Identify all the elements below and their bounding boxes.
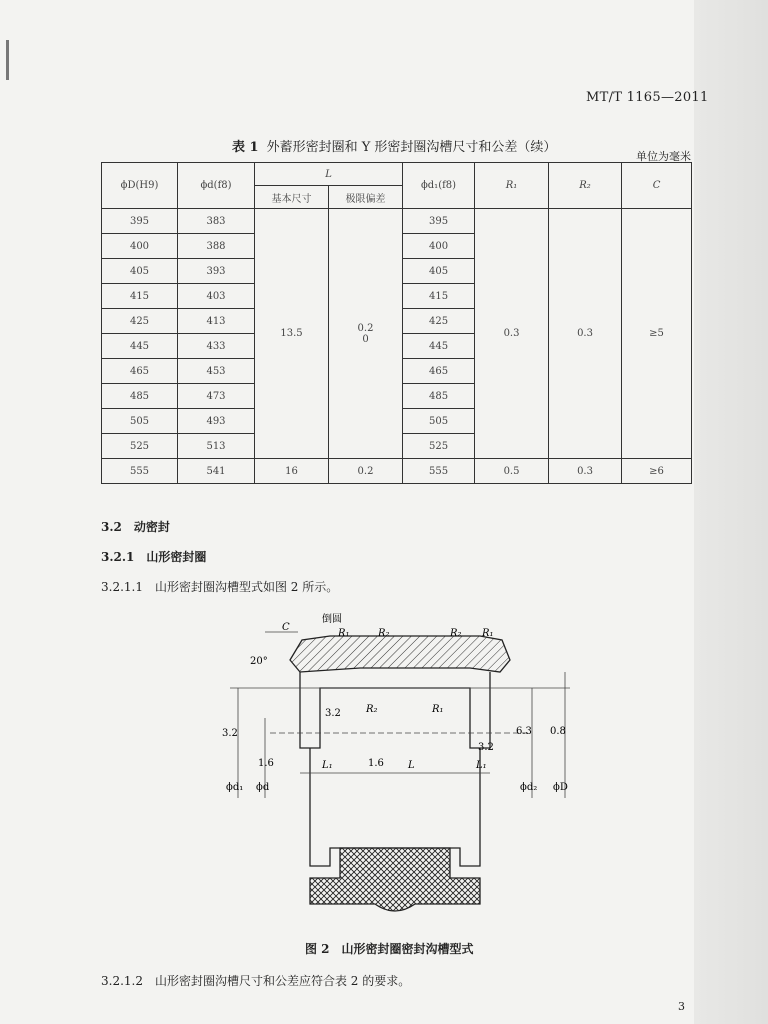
header-D: ϕD(H9) [102, 163, 178, 209]
cell-D: 425 [102, 309, 178, 334]
cell-d: 453 [178, 359, 255, 384]
table-row [102, 209, 692, 234]
paragraph-3-2-1-1: 3.2.1.1 山形密封圈沟槽型式如图 2 所示。 [101, 580, 339, 594]
table-title [232, 136, 556, 155]
cell-D: 465 [102, 359, 178, 384]
cell-C: ≥6 [622, 459, 692, 484]
label-D: ϕD [553, 782, 568, 793]
label-R2-inner: R₂ [366, 704, 378, 715]
roughness-3-2-right: 3.2 [478, 742, 494, 753]
cell-d: 493 [178, 409, 255, 434]
label-d2: ϕd₂ [520, 782, 538, 793]
cell-D: 405 [102, 259, 178, 284]
spec-table [101, 162, 692, 484]
cell-d1: 425 [403, 309, 475, 334]
cell-d: 513 [178, 434, 255, 459]
table-unit: 单位为毫米 [636, 150, 691, 163]
cell-D: 395 [102, 209, 178, 234]
cell-L-tol-group [329, 209, 403, 459]
paragraph-3-2-1-2: 3.2.1.2 山形密封圈沟槽尺寸和公差应符合表 2 的要求。 [101, 974, 411, 988]
cell-L-basic: 16 [255, 459, 329, 484]
header-L-tol: 极限偏差 [329, 186, 403, 209]
cell-d: 433 [178, 334, 255, 359]
label-L: L [408, 760, 415, 771]
cell-d: 383 [178, 209, 255, 234]
cell-R2: 0.3 [549, 459, 622, 484]
label-R1-left: R₁ [338, 628, 350, 639]
cell-d1: 415 [403, 284, 475, 309]
cell-d1: 555 [403, 459, 475, 484]
cell-L-tol: 0.2 [329, 459, 403, 484]
roughness-3-2-left: 3.2 [325, 708, 341, 719]
groove-figure [210, 608, 590, 930]
cell-D: 445 [102, 334, 178, 359]
seal-section [310, 848, 480, 911]
cell-d1: 405 [403, 259, 475, 284]
cell-D: 555 [102, 459, 178, 484]
cell-D: 505 [102, 409, 178, 434]
housing-section [290, 636, 510, 672]
page-number: 3 [678, 1000, 685, 1013]
roughness-1-6-mid: 1.6 [368, 758, 384, 769]
cell-d: 388 [178, 234, 255, 259]
cell-d1: 465 [403, 359, 475, 384]
cell-d1: 525 [403, 434, 475, 459]
label-d1: ϕd₁ [226, 782, 244, 793]
tol-upper: 0.2 [357, 322, 374, 334]
cell-d1: 505 [403, 409, 475, 434]
cell-D: 400 [102, 234, 178, 259]
header-C: C [622, 163, 692, 209]
scan-edge-mark [6, 40, 9, 80]
label-d: ϕd [256, 782, 270, 793]
cell-d1: 445 [403, 334, 475, 359]
cell-R1: 0.5 [475, 459, 549, 484]
header-d1: ϕd₁(f8) [403, 163, 475, 209]
cell-D: 525 [102, 434, 178, 459]
header-R2: R₂ [549, 163, 622, 209]
cell-D: 485 [102, 384, 178, 409]
standard-number: MT/T 1165—2011 [586, 90, 709, 105]
cell-d: 403 [178, 284, 255, 309]
header-d: ϕd(f8) [178, 163, 255, 209]
cell-d: 413 [178, 309, 255, 334]
table-title-text: 外蓄形密封圈和 Y 形密封圈沟槽尺寸和公差（续） [266, 140, 557, 155]
cell-C-group: ≥5 [622, 209, 692, 459]
roughness-0-8: 0.8 [550, 726, 566, 737]
roughness-1-6-left: 1.6 [258, 758, 274, 769]
scan-shadow [694, 0, 768, 1024]
cell-d1: 400 [403, 234, 475, 259]
table-number: 表 1 [232, 140, 259, 155]
label-R2-left: R₂ [378, 628, 390, 639]
header-R1: R₁ [475, 163, 549, 209]
label-R2-right: R₂ [450, 628, 462, 639]
header-L: L [255, 163, 403, 186]
cell-R2-group: 0.3 [549, 209, 622, 459]
roughness-6-3: 6.3 [516, 726, 532, 737]
label-chamfer: 倒圆 [322, 614, 342, 625]
label-R1-inner: R₁ [432, 704, 444, 715]
cell-d1: 395 [403, 209, 475, 234]
cell-d: 473 [178, 384, 255, 409]
cell-d: 541 [178, 459, 255, 484]
cell-d1: 485 [403, 384, 475, 409]
label-angle: 20° [250, 656, 268, 667]
header-L-basic: 基本尺寸 [255, 186, 329, 209]
figure-caption: 图 2 山形密封圈密封沟槽型式 [305, 942, 474, 956]
section-3-2-1: 3.2.1 山形密封圈 [101, 550, 207, 564]
tol-lower: 0 [362, 333, 369, 345]
cell-D: 415 [102, 284, 178, 309]
cell-d: 393 [178, 259, 255, 284]
label-C: C [282, 622, 290, 633]
cell-L-basic-group: 13.5 [255, 209, 329, 459]
table-row-last [102, 459, 692, 484]
label-R1-right: R₁ [482, 628, 494, 639]
label-L1-left: L₁ [322, 760, 333, 771]
label-L1-right: L₁ [476, 760, 487, 771]
section-3-2: 3.2 动密封 [101, 520, 170, 534]
cell-R1-group: 0.3 [475, 209, 549, 459]
roughness-3-2-outer: 3.2 [222, 728, 238, 739]
